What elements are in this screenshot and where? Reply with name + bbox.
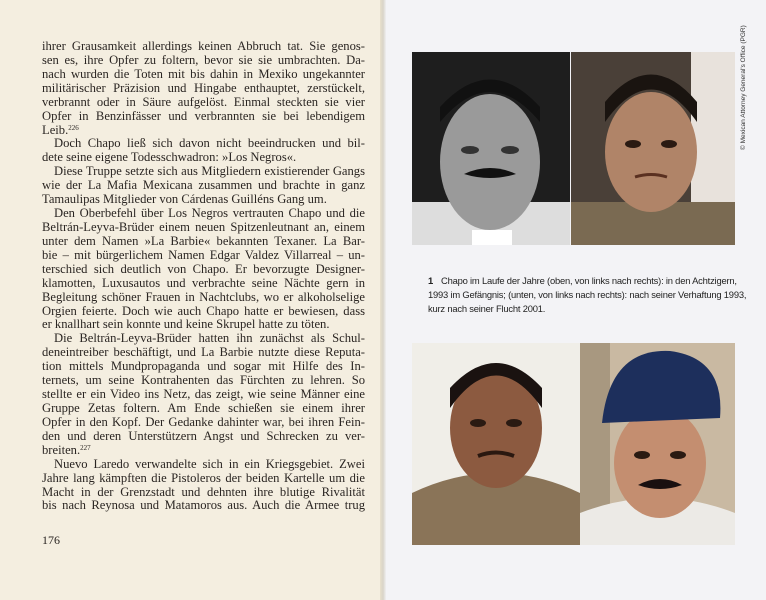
text-line-content: tion mittels Mundpropaganda und sogar mit Hilfe des In-: [42, 359, 365, 374]
text-line-content: verbrannt oder in Säure aufgelöst. Einmal steckten sie vier: [42, 94, 365, 109]
text-line-content: Leib.: [42, 122, 69, 137]
text-line-content: unter dem Namen »La Barbie« bekannten Texaner. La Bar-: [42, 233, 365, 248]
text-line: [42, 235, 365, 249]
text-line: [42, 124, 365, 138]
text-line-content: bis nach Reynosa und Matamoros aus. Auch die Armee trug: [42, 498, 365, 513]
text-line: [42, 277, 365, 291]
text-line-content: Die Beltrán-Leyva-Brüder hatten ihn zunächst als Schul-: [54, 331, 365, 346]
text-line: [42, 96, 365, 110]
text-line: [42, 318, 365, 332]
text-line-content: den und deren Unterstützern Angst und Schrecken zu ver-: [42, 428, 365, 443]
text-line-content: ternets, um seine Kontrahenten das Fürchten zu lehren. So: [42, 373, 365, 388]
text-line: [42, 472, 365, 486]
text-line: [42, 179, 365, 193]
text-line: [42, 137, 365, 151]
text-line: [42, 305, 365, 319]
text-line-content: Opfer in den Kopf. Der Gedanke dahinter war, bei ihren Fein-: [42, 414, 365, 429]
text-line: [42, 193, 365, 207]
text-line: [42, 360, 365, 374]
page-number: 176: [42, 533, 60, 547]
figure-caption: [428, 274, 748, 316]
text-line: [42, 151, 365, 165]
text-line-content: Orgien feierte. Doch wie auch Chapo hatte er bewiesen, dass: [42, 303, 365, 318]
text-line: [42, 332, 365, 346]
caption-number: 1: [428, 275, 434, 286]
text-line-content: er knallhart sein konnte und keine Skrupel hatte zu töten.: [42, 317, 330, 332]
text-line-content: wie der La Mafia Mexicana zusammen und brachte in ganz: [42, 178, 365, 193]
caption-text: Chapo im Laufe der Jahre (oben, von links nach rechts): in den Achtzigern, 1993 im Gefängnis; (unten, von links nach rechts): nach seiner Verhaftung 1993, kurz nach seiner Flucht 2001.: [428, 275, 747, 314]
text-line: [42, 68, 365, 82]
text-line-content: Beltrán-Leyva-Brüder einem neuen Spitzenleutnant an, einem: [42, 219, 365, 234]
text-line-content: stellte er ein Video ins Netz, das zeigt, wie seine Männer eine: [42, 387, 365, 402]
text-line-content: klamotten, Luxusautos und verbrachte seine Nächte gern in: [42, 275, 365, 290]
text-line-content: Jahre lang kämpften die Pistoleros der beiden Kartelle um die: [42, 470, 365, 485]
text-line-content: ihrer Grausamkeit allerdings keinen Abbruch tat. Sie genos-: [42, 39, 365, 53]
text-line: [42, 346, 365, 360]
text-line-content: Macht in der Grenzstadt und dehnten ihre blutige Rivalität: [42, 484, 365, 499]
text-line: [42, 82, 365, 96]
footnote-marker: 226: [68, 123, 79, 132]
text-line-content: deneintreiber beschäftigt, und La Barbie nutzte diese Reputa-: [42, 345, 365, 360]
text-line: [42, 402, 365, 416]
text-line: [42, 388, 365, 402]
text-line-content: Doch Chapo ließ sich davon nicht beeindrucken und bil-: [54, 136, 365, 151]
text-line-content: Gruppe Zetas foltern. Am Ende schießen sie einem ihrer: [42, 400, 365, 415]
text-line: [42, 444, 365, 458]
text-line-content: Begleitung schöner Frauen in Nachtclubs, wo er alkoholselige: [42, 289, 365, 304]
text-line: [42, 221, 365, 235]
text-line-content: breiten.: [42, 442, 81, 457]
text-line-content: sen es, ihre Opfer zu foltern, bevor sie sie umbrachten. Da-: [42, 52, 365, 67]
photo-chapo-eighties: [412, 52, 570, 245]
text-line: [42, 54, 365, 68]
text-line-content: Den Oberbefehl über Los Negros vertrauten Chapo und die: [54, 206, 365, 221]
text-line-content: nach wurden die Toten mit bis dahin in Mexiko ungekannter: [42, 66, 365, 81]
text-line-content: dete seine eigene Todesschwadron: »Los Negros«.: [42, 150, 297, 165]
text-line-content: Nuevo Laredo verwandelte sich in ein Kriegsgebiet. Zwei: [54, 456, 365, 471]
text-line: [42, 374, 365, 388]
text-line: [42, 40, 365, 54]
text-line-content: Diese Truppe setzte sich aus Mitgliedern existierender Gangs: [54, 164, 365, 179]
text-line: [42, 165, 365, 179]
text-line-content: terschied sich deutlich von Chapo. Er bevorzugte Designer-: [42, 261, 365, 276]
body-text: [42, 40, 365, 513]
photo-chapo-2001-escape: [580, 343, 735, 545]
text-line: [42, 207, 365, 221]
text-line: [42, 263, 365, 277]
text-line-content: bie – mit bürgerlichem Namen Edgar Valdez Villarreal – un-: [42, 247, 365, 262]
text-line: [42, 416, 365, 430]
text-line-content: militärischer Präzision und Hingabe enthauptet, zerstückelt,: [42, 80, 365, 95]
footnote-marker: 227: [80, 443, 91, 452]
text-line: [42, 110, 365, 124]
text-line: [42, 486, 365, 500]
text-line: [42, 430, 365, 444]
photo-chapo-1993-prison: [571, 52, 735, 245]
text-line-content: Tamaulipas Mitglieder von Cárdenas Guilléns Gang um.: [42, 192, 327, 207]
text-line: [42, 499, 365, 513]
text-line: [42, 249, 365, 263]
text-line: [42, 291, 365, 305]
text-line-content: Opfer in Benzinfässer und verbrannten sie bei lebendigem: [42, 108, 365, 123]
photo-chapo-1993-arrest: [412, 343, 580, 545]
photo-credit: © Mexican Attorney General's Office (PGR): [740, 25, 747, 150]
text-line: [42, 458, 365, 472]
